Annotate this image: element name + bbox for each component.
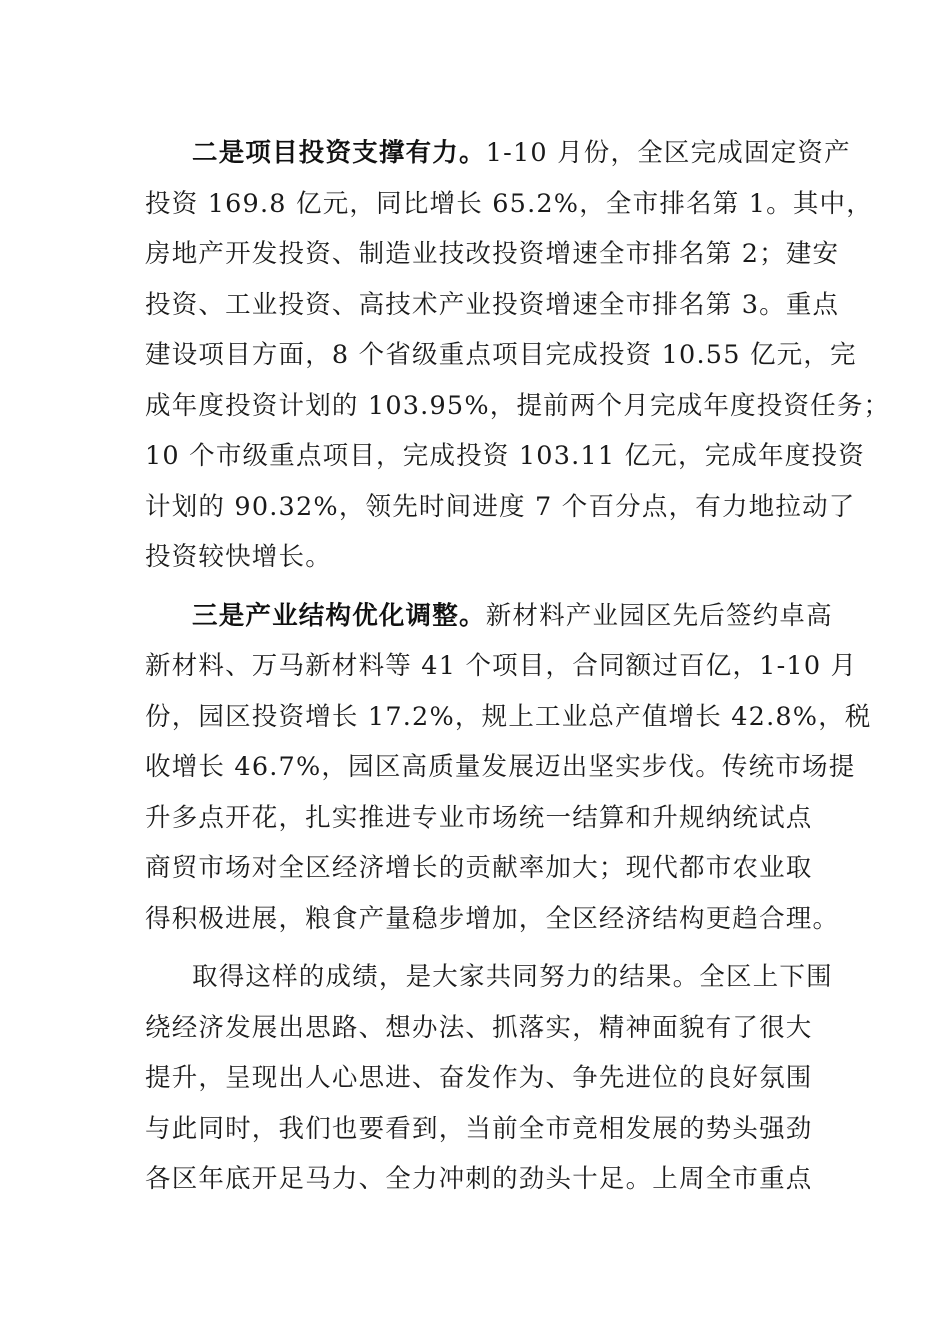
text-line: 收增长 46.7%，园区高质量发展迈出坚实步伐。传统市场提 xyxy=(145,752,856,782)
paragraph-project-investment xyxy=(145,128,891,583)
text-line: 成年度投资计划的 103.95%，提前两个月完成年度投资任务； xyxy=(145,390,891,421)
text-line: 与此同时，我们也要看到，当前全市竞相发展的势头强劲 xyxy=(145,1113,813,1144)
text-line: 取得这样的成绩，是大家共同努力的结果。全区上下围 xyxy=(192,962,833,992)
text-line: 升多点开花，扎实推进专业市场统一结算和升规纳统试点 xyxy=(145,802,813,833)
paragraph-lead-heading: 三是产业结构优化调整。 xyxy=(192,600,486,631)
text-line: 投资 169.8 亿元，同比增长 65.2%，全市排名第 1。其中， xyxy=(145,188,873,219)
text-line: 新材料、万马新材料等 41 个项目，合同额过百亿，1-10 月 xyxy=(145,651,858,681)
text-line: 建设项目方面，8 个省级重点项目完成投资 10.55 亿元，完 xyxy=(145,340,857,370)
text-line: 投资、工业投资、高技术产业投资增速全市排名第 3。重点 xyxy=(145,289,840,320)
text-line: 房地产开发投资、制造业技改投资增速全市排名第 2；建安 xyxy=(145,239,840,269)
text-line: 提升，呈现出人心思进、奋发作为、争先进位的良好氛围 xyxy=(145,1063,813,1093)
text-line: 各区年底开足马力、全力冲刺的劲头十足。上周全市重点 xyxy=(145,1164,813,1194)
text-line: 份，园区投资增长 17.2%，规上工业总产值增长 42.8%，税 xyxy=(145,701,872,732)
text-line: 二是项目投资支撑有力。1-10 月份，全区完成固定资产 xyxy=(192,138,851,168)
paragraph-achievements xyxy=(145,952,833,1205)
paragraph-industrial-structure xyxy=(145,591,872,945)
text-line: 计划的 90.32%，领先时间进度 7 个百分点，有力地拉动了 xyxy=(145,491,856,522)
text-line: 商贸市场对全区经济增长的贡献率加大；现代都市农业取 xyxy=(145,853,813,883)
document-body xyxy=(145,128,891,1213)
text-line: 绕经济发展出思路、想办法、抓落实，精神面貌有了很大 xyxy=(145,1012,813,1043)
text-line: 三是产业结构优化调整。新材料产业园区先后签约卓高 xyxy=(192,600,833,631)
text-line: 得积极进展，粮食产量稳步增加，全区经济结构更趋合理。 xyxy=(145,903,840,934)
paragraph-lead-heading: 二是项目投资支撑有力。 xyxy=(192,138,486,168)
text-line: 投资较快增长。 xyxy=(145,542,332,572)
text-line: 10 个市级重点项目，完成投资 103.11 亿元，完成年度投资 xyxy=(145,441,865,471)
